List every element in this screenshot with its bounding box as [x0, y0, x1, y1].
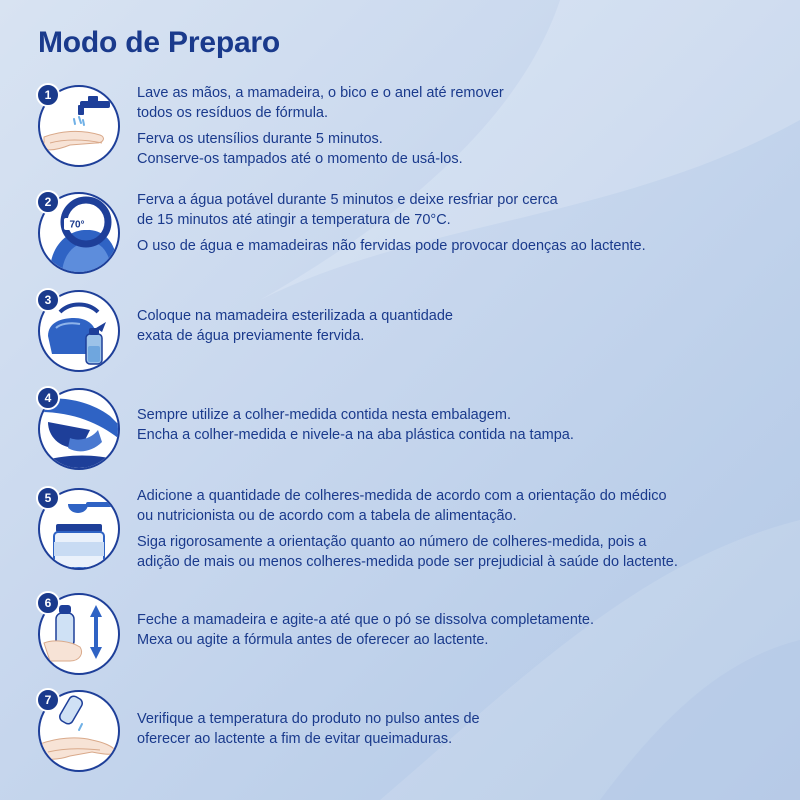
- step-5-paragraph-1: Adicione a quantidade de colheres-medida de acordo com a orientação do médico ou nutricionista ou de acordo com a tabela de alimentação.: [137, 488, 667, 524]
- step-number-badge: 2: [36, 190, 60, 214]
- step-1-illustration: [36, 83, 120, 167]
- step-number-badge: 3: [36, 288, 60, 312]
- step-2-text: [137, 190, 777, 262]
- step-number-badge: 1: [36, 83, 60, 107]
- page-title: Modo de Preparo: [38, 26, 281, 59]
- step-3-paragraph-1: Coloque na mamadeira esterilizada a quantidade exata de água previamente fervida.: [137, 308, 453, 344]
- step-4-paragraph-1: Sempre utilize a colher-medida contida nesta embalagem. Encha a colher-medida e nivele-a na aba plástica contida na tampa.: [137, 407, 574, 443]
- step-1-text: [137, 83, 777, 175]
- step-7-illustration: [36, 688, 120, 772]
- step-6-text: [137, 610, 777, 656]
- step-5-text: [137, 486, 777, 578]
- step-2-paragraph-1: Ferva a água potável durante 5 minutos e deixe resfriar por cerca de 15 minutos até atingir a temperatura de 70°C.: [137, 192, 558, 228]
- step-6-paragraph-1: Feche a mamadeira e agite-a até que o pó se dissolva completamente. Mexa ou agite a fórmula antes de oferecer ao lactente.: [137, 612, 595, 648]
- step-number-badge: 4: [36, 386, 60, 410]
- step-7-text: [137, 709, 777, 755]
- step-2-paragraph-2: O uso de água e mamadeiras não fervidas pode provocar doenças ao lactente.: [137, 238, 646, 254]
- step-6-illustration: [36, 591, 120, 675]
- step-5-illustration: [36, 486, 120, 570]
- step-3-text: [137, 306, 777, 352]
- step-number-badge: 7: [36, 688, 60, 712]
- step-1-paragraph-1: Lave as mãos, a mamadeira, o bico e o anel até remover todos os resíduos de fórmula.: [137, 85, 504, 121]
- step-1-paragraph-2: Ferva os utensílios durante 5 minutos. Conserve-os tampados até o momento de usá-los.: [137, 131, 463, 167]
- temperature-label: 70°: [69, 219, 85, 231]
- step-4-illustration: [36, 386, 120, 470]
- step-number-badge: 5: [36, 486, 60, 510]
- step-number-badge: 6: [36, 591, 60, 615]
- step-7-paragraph-1: Verifique a temperatura do produto no pulso antes de oferecer ao lactente a fim de evitar queimaduras.: [137, 711, 480, 747]
- step-4-text: [137, 405, 777, 451]
- step-5-paragraph-2: Siga rigorosamente a orientação quanto ao número de colheres-medida, pois a adição de mais ou menos colheres-medida pode ser prejudicial à saúde do lactente.: [137, 534, 678, 570]
- step-3-illustration: [36, 288, 120, 372]
- step-2-illustration: [36, 190, 120, 274]
